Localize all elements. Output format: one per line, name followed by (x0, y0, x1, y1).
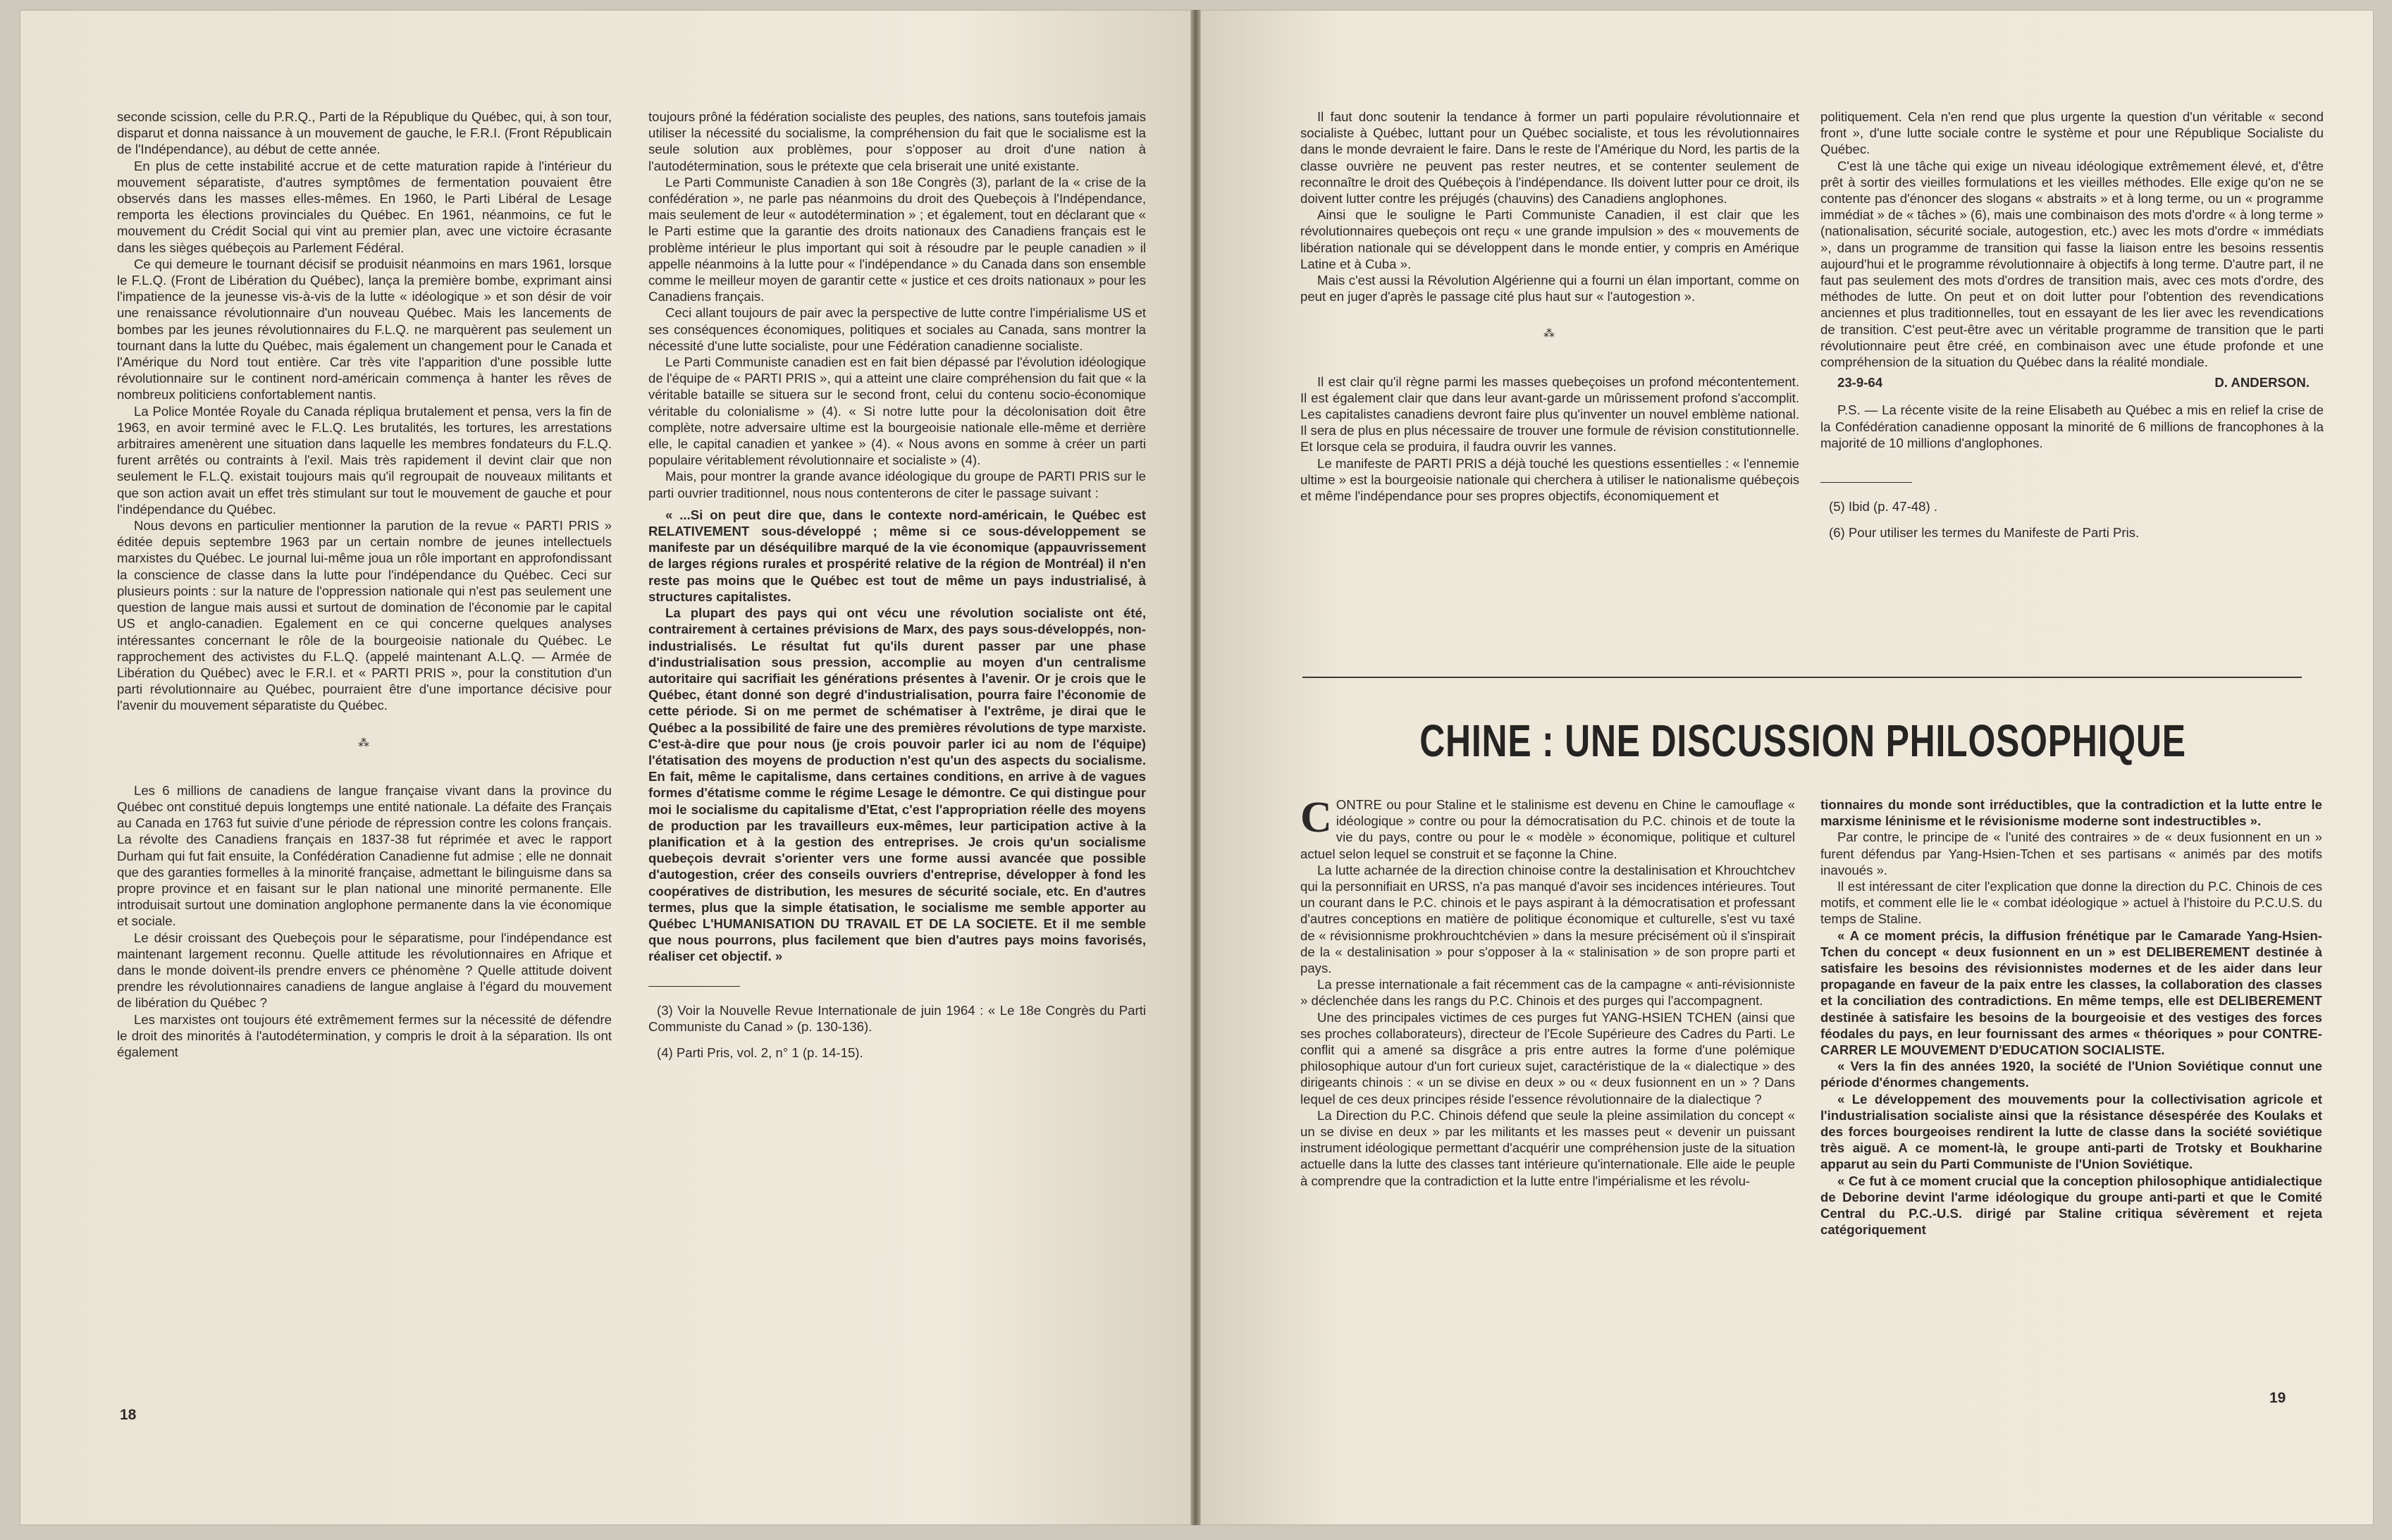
paragraph: Ce qui demeure le tournant décisif se produisit néanmoins en mars 1961, lorsque le F.L.Q. (Front de Libération du Québec), lança la première bombe, exprimant ainsi l'impatience de la jeunesse vis-à-vis de la lutte « idéologique » et son désir de voir une renaissance révolutionnaire d'un nouveau Québec. Mais les lancements de bombes par les jeunes révolutionnaires du F.L.Q. ne marquèrent pas seulement un tournant dans la lutte du Québec, mais également un changement pour le Canada et l'Amérique du Nord tout entière. Car très vite l'apparition d'une possible lutte révolutionnaire sur le continent nord-américain commença à hanter les rêves de nombreux politiciens confortablement nantis. (117, 256, 612, 402)
drop-cap: C (1300, 794, 1332, 842)
quote-paragraph: « Vers la fin des années 1920, la société de l'Union Soviétique connut une période d'énormes changements. (1820, 1059, 2322, 1090)
lead-text: ONTRE ou pour Staline et le stalinisme est devenu en Chine le camouflage « idéologique » contre ou pour la démocratisation du P.C. chinois et de toute la vie du pays, contre ou pour le « modèle » économique, politique et culturel actuel selon lequel se construit et se façonne la Chine. (1300, 797, 1795, 861)
paragraph: Nous devons en particulier mentionner la parution de la revue « PARTI PRIS » éditée depuis septembre 1963 par un certain nombre de jeunes intellectuels marxistes du Québec. Le journal lui-même joua un rôle important en approfondissant la conscience de classe dans la lutte pour l'indépendance du Québec. Ceci sur plusieurs points : sur la nature de l'oppression nationale qui n'est pas seulement une question de langue mais aussi et surtout de domination de l'économie par le capital US et anglo-canadien. Egalement en ce qui concerne quelques analyses intéressantes concernant le rôle de la bourgeoisie nationale du Québec. Le rapprochement des activistes du F.L.Q. (appelé maintenant A.L.Q. — Armée de Libération du Québec) avec le F.R.I. et « PARTI PRIS », pour la constitution d'un parti révolutionnaire au Québec, pourraient être d'une importance décisive pour l'avenir du mouvement séparatiste du Québec. (117, 518, 612, 713)
footnote-rule (1820, 482, 1912, 483)
article-date: 23-9-64 (1837, 375, 1883, 390)
paragraph: La lutte acharnée de la direction chinoise contre la destalinisation et Khrouchtchev qui la personnifiait en URSS, n'a pas manqué d'avoir ses incidences intérieures. Tout un courant dans le P.C. chinois et le pays aspirant à la démocratisation et professant d'autres conceptions en matière de politique économique et culturelle, s'est vu taxé de « révisionnisme prokhrouchtchévien » dans la mesure précisément où il s'inspirait de la « destalinisation » pour s'opposer à la « stalinisation » de son propre parti et pays. (1300, 862, 1795, 976)
quote-paragraph: « Le développement des mouvements pour la collectivisation agricole et l'industrialisation socialiste ainsi que la résistance désespérée des Koulaks et des forces bourgeoises rendirent la lutte de classe dans la société soviétique très aiguë. A ce moment-là, le groupe anti-parti de Trotsky et Boukharine apparut au sein du Parti Communiste de l'Union Soviétique. (1820, 1091, 2322, 1172)
quote-paragraph: « Ce fut à ce moment crucial que la conception philosophique antidialectique de Deborine devint l'arme idéologique du groupe anti-parti et que le Comité Central du P.C.-U.S. dirigé par Staline critiqua sévèrement et rejeta catégoriquement (1820, 1173, 2322, 1238)
paragraph: Le manifeste de PARTI PRIS a déjà touché les questions essentielles : « l'ennemie ultime » est la bourgeoisie nationale qui cherchera à utiliser le nationalisme québeçois et même l'indépendance pour ses propres objectifs, économiquement et (1300, 455, 1800, 504)
paragraph: toujours prôné la fédération socialiste des peuples, des nations, sans toutefois jamais utiliser la nécessité du socialisme, la compréhension du fait que le socialisme est la seule solution aux problèmes, pour s'opposer au droit d'une nation à l'autodétermination, sous le prétexte que cela briserait une unité existante. (648, 109, 1146, 173)
paragraph: Mais, pour montrer la grande avance idéologique du groupe de PARTI PRIS sur le parti ouvrier traditionnel, nous nous contenterons de citer le passage suivant : (648, 469, 1146, 500)
paragraph: Ceci allant toujours de pair avec la perspective de lutte contre l'impérialisme US et ses conséquences économiques, politiques et sociales au Canada, sans montrer la nécessité d'une lutte socialiste, pour une Fédération canadienne socialiste. (648, 305, 1146, 353)
paragraph: tionnaires du monde sont irréductibles, que la contradiction et la lutte entre le marxisme léninisme et le révisionisme moderne sont indestructibles ». (1820, 797, 2322, 829)
magazine-spread (20, 10, 2374, 1525)
paragraph: La presse internationale a fait récemment cas de la campagne « anti-révisionniste » déclenchée dans les rangs du P.C. Chinois et des purges qui l'accompagnent. (1300, 977, 1795, 1009)
article-title: CHINE : UNE DISCUSSION PHILOSOPHIQUE (1419, 715, 2186, 766)
paragraph: Il est clair qu'il règne parmi les masses quebeçoises un profond mécontentement. Il est également clair que dans leur avant-garde un mûrissement profond s'accomplit. Les capitalistes canadiens devront faire plus qu'inventer un nouvel emblème national. Il sera de plus en plus nécessaire de trouver une formule de révision constitutionnelle. Et lorsque cela se produira, il faudra ouvrir les vannes. (1300, 374, 1799, 455)
paragraph: seconde scission, celle du P.R.Q., Parti de la République du Québec, qui, à son tour, disparut et donna naissance à un mouvement de gauche, le F.R.I. (Front Républicain de l'Indépendance), au début de cette année. (117, 109, 612, 157)
paragraph: Il est intéressant de citer l'explication que donne la direction du P.C. Chinois de ces motifs, et comment elle lie le « combat idéologique » actuel à l'histoire du P.C.U.S. du temps de Staline. (1820, 879, 2322, 927)
paragraph: La Police Montée Royale du Canada répliqua brutalement et pensa, vers la fin de 1963, en avoir terminé avec le F.L.Q. Les brutalités, les tortures, les arrestations arbitraires amenèrent une situation dans laquelle les membres fondateurs du F.L.Q. furent arrêtés ou contraints à l'exil. Mais très rapidement il devint clair que non seulement le F.L.Q. existait toujours mais qu'il regroupait de nouveaux militants et que son action avait un effet très stimulant sur tout le mouvement de gauche et pour l'indépendance du Québec. (117, 403, 612, 517)
postscript: P.S. — La récente visite de la reine Elisabeth au Québec a mis en relief la crise de la Confédération canadienne opposant la minorité de 6 millions de francophones à la majorité de 10 millions d'anglophones. (1820, 402, 2324, 450)
right-page (1200, 10, 2374, 1525)
footnote: (5) Ibid (p. 47-48) . (1829, 499, 1937, 515)
paragraph: Mais c'est aussi la Révolution Algérienne qui a fourni un élan important, comme on peut en juger d'après le passage cité plus haut sur « l'autogestion ». (1300, 273, 1799, 304)
footnote: (4) Parti Pris, vol. 2, n° 1 (p. 14-15). (657, 1045, 863, 1060)
left-column-1 (117, 109, 612, 1060)
paragraph: Le Parti Communiste canadien est en fait bien dépassé par l'évolution idéologique de l'équipe de « PARTI PRIS », qui a atteint une claire compréhension du fait que « la véritable bataille se situera sur le second front, celui du contenu socio-économique véritable du colonialisme » (4). « Si notre lutte pour la décolonisation doit être complète, notre adversaire ultime est la bourgeoisie nationale elle-même et derrière elle, le capital canadien et yankee » (4). « Nous avons en somme à créer un parti populaire véritablement révolutionnaire et socialiste » (4). (648, 355, 1146, 468)
footnote-rule (648, 986, 740, 987)
page-number: 19 (2269, 1390, 2286, 1406)
paragraph: Les 6 millions de canadiens de langue française vivant dans la province du Québec ont constitué depuis longtemps une entité nationale. La défaite des Français au Canada en 1763 fut suivie d'une période de répression contre les colons français. La révolte des Canadiens français en 1837-38 fut réprimée et avec le rapport Durham qui fut fait ensuite, la Confédération Canadienne fut admise ; elle ne donnait que des garanties formelles à la minorité française, admettant le bilinguisme dans sa propre province et en faisant sur le plan national une minorité permanente. Elle introduisait surtout une domination anglophone permanente dans la vie économique et sociale. (117, 782, 612, 929)
paragraph: C'est là une tâche qui exige un niveau idéologique extrêmement élevé, et, d'être prêt à sortir des vieilles formulations et les vieilles méthodes. Elle exige qu'on ne se contente pas d'énoncer des slogans « abstraits » et à long terme, ou un « programme immédiat » de « tâches » (6), mais une combinaison des mots d'ordre « à long terme » (nationalisation, sécurité sociale, autogestion, etc.) avec les mots d'ordre « immédiats », dans un programme de transition qui fasse la liaison entre les besoins ressentis aujourd'hui et le programme révolutionnaire à objectifs à long terme. D'autre part, il ne faut pas seulement des mots d'ordres de transition mais, avec ces mots d'ordre, des méthodes de lutte. On peut et on doit lutter pour l'obtention des revendications anciennes et plus traditionnelles, tout en essayant de les lier avec les revendications de transition. C'est peut-être avec un véritable programme de transition que le parti révolutionnaire peut être créé, en combinaison avec une étude profonde et une compréhension de la situation du Québec dans la réalité mondiale. (1820, 158, 2324, 370)
paragraph: Le Parti Communiste Canadien à son 18e Congrès (3), parlant de la « crise de la confédération », ne parle pas néanmoins du droit des Quebeçois à l'Indépendance, mais seulement de leur « autodétermination » ; et également, tout en déclarant que « le Parti estime que la garantie des droits nationaux des Canadiens français est le problème intérieur le plus important qui soit à résoudre par le peuple canadien » il appelle néanmoins à la lutte pour « l'indépendance » du Canada dans son ensemble comme le meilleur moyen de garantir cette « justice et ces droits nationaux » pour les Canadiens français. (648, 174, 1146, 304)
paragraph: La Direction du P.C. Chinois défend que seule la pleine assimilation du concept « un se divise en deux » par les militants et les masses peut « devenir un puissant instrument idéologique permettant d'acquérir une compréhension juste de la situation actuelle dans la lutte des classes tant intérieure qu'internationale. Elle aide le peuple à comprendre que la contradiction et la lutte entre l'impérialisme et les révolu- (1300, 1107, 1795, 1188)
spine-gutter (1191, 10, 1200, 1525)
right-column-1 (1300, 109, 1799, 504)
section-divider (1302, 677, 2302, 678)
section-separator: ⁂ (358, 737, 371, 749)
left-page (20, 10, 1191, 1525)
article-column-2 (1820, 796, 2322, 1238)
paragraph: Les marxistes ont toujours été extrêmement fermes sur la nécessité de défendre le droit des minorités à l'autodétermination, y compris le droit à la séparation. Ils ont également (117, 1011, 612, 1059)
left-column-2 (648, 109, 1146, 1061)
paragraph: politiquement. Cela n'en rend que plus urgente la question d'un véritable « second front », d'une lutte sociale contre le système et pour une République Socialiste du Québec. (1820, 109, 2324, 157)
paragraph: Une des principales victimes de ces purges fut YANG-HSIEN TCHEN (ainsi que ses proches collaborateurs), directeur de l'Ecole Supérieure des Cadres du Parti. Le conflit qui a amené sa disgrâce a pris entre autres la forme d'une polémique philosophique autour d'un fort curieux sujet, caractéristique de la « dialectique » des dirigeants chinois : « un se divise en deux » ou « deux fusionnent en un » ? Dans lequel de ces deux principes réside l'essence révolutionnaire de la dialectique ? (1300, 1009, 1795, 1107)
paragraph: Le désir croissant des Quebeçois pour le séparatisme, pour l'indépendance est maintenant largement reconnu. Quelle attitude les révolutionnaires en Afrique et dans le monde doivent-ils prendre envers ce phénomène ? Quelle attitude doivent prendre les révolutionnaires canadiens de langue anglaise à l'égard du mouvement de libération du Québec ? (117, 930, 612, 1011)
paragraph: Il faut donc soutenir la tendance à former un parti populaire révolutionnaire et socialiste à Québec, luttant pour un Québec socialiste, et tous les révolutionnaires dans le monde devraient le faire. Dans le reste de l'Amérique du Nord, les partis de la classe ouvrière ne peuvent pas rester neutres, et se contenter seulement de reconnaître le droit des Québeçois à l'indépendance. Ils doivent lutter pour ce droit, ils doivent lutter contre les préjugés (chauvins) des Canadiens anglophones. (1300, 109, 1799, 207)
paragraph: En plus de cette instabilité accrue et de cette maturation rapide à l'intérieur du mouvement séparatiste, d'autres symptômes de fermentation pouvaient être observés dans les masses elles-mêmes. En 1960, le Parti Libéral de Lesage remporta les élections provinciales du Québec. En 1961, néanmoins, ce fut le mouvement du Crédit Social qui vint au premier plan, avec une victoire écrasante dans les sièges québeçois au Parlement Fédéral. (117, 158, 612, 255)
paragraph: Ainsi que le souligne le Parti Communiste Canadien, il est clair que les révolutionnaires quebeçois ont reçu « une grande impulsion » des « mouvements de libération nationale qui se développent dans le monde entier, y compris en Amérique Latine et à Cuba ». (1300, 207, 1799, 271)
footnote: (3) Voir la Nouvelle Revue Internationale de juin 1964 : « Le 18e Congrès du Parti Communiste du Canad » (p. 130-136). (648, 1002, 1146, 1034)
quote-paragraph: La plupart des pays qui ont vécu une révolution socialiste ont été, contrairement à certaines prévisions de Marx, des pays sous-développés, non-industrialisés. Le résultat fut qu'ils durent passer par une phase d'industrialisation sous pression, accomplie au moyen d'un centralisme autoritaire qui sacrifiait les générations présentes à l'avenir. Or je crois que le Québec, étant donné son degré d'industrialisation, pourra faire l'économie de cette période. Si on me permet de schématiser à l'extrême, je dirai que le Québec a la possibilité de faire une des premières révolutions de type marxiste. C'est-à-dire que pour nous (je crois pouvoir parler ici au nom de l'équipe) l'étatisation des moyens de production n'est qu'un des aspects du socialisme. En fait, même le capitalisme, dans certaines conditions, en arrive à de vagues formes d'étatisme comme le régime Lesage le démontre. Ce qui distingue pour moi le socialisme du capitalisme d'Etat, c'est l'appropriation réelle des moyens de production par les travailleurs eux-mêmes, leur participation active à la planification et à la gestion des entreprises. Je crois qu'un socialisme quebeçois devrait s'orienter vers une forme aussi avancée que possible d'autogestion, créer des conseils ouvriers d'entreprise, développer à fond les coopératives de distribution, les mesures de sécurité sociale, etc. En d'autres termes, plus que la simple étatisation, le socialisme me semble apporter au Québec L'HUMANISATION DU TRAVAIL ET DE LA SOCIETE. Et il me semble que nous pourrons, plus facilement que bien d'autres pays moins favorisés, réaliser cet objectif. » (648, 605, 1146, 964)
page-number: 18 (120, 1407, 137, 1423)
article-author: D. ANDERSON. (2214, 375, 2310, 390)
paragraph: Par contre, le principe de « l'unité des contraires » de « deux fusionnent en un » furent défendus par Yang-Hsien-Tchen et ses partisans « animés par des motifs inavoués ». (1820, 830, 2322, 877)
signature-line (1820, 374, 2324, 390)
section-separator: ⁂ (1543, 328, 1556, 340)
paragraph (1300, 796, 1795, 862)
article-column-1 (1300, 796, 1795, 1189)
quote-paragraph: « ...Si on peut dire que, dans le contexte nord-américain, le Québec est RELATIVEMENT sous-développé ; même si ce sous-développement se manifeste par un déséquilibre marqué de la vie économique (appauvrissement de larges régions rurales et prospérité relative de la région de Montréal) il n'en reste pas moins que le Québec est tout de même un pays industrialisé, à structures capitalistes. (648, 507, 1146, 604)
right-column-2 (1820, 109, 2324, 541)
quote-paragraph: « A ce moment précis, la diffusion frénétique par le Camarade Yang-Hsien-Tchen du concept « deux fusionnent en un » est DELIBEREMENT destinée à satisfaire les besoins des révisionnistes modernes et de les aider dans leur propagande en faveur de la paix entre les classes, la collaboration des classes et la conciliation des contradictions. En même temps, elle est DELIBEREMENT destinée à satisfaire les besoins de la bourgeoisie et des vestiges des forces féodales du pays, en leur fournissant des armes « théoriques » pour CONTRE-CARRER LE MOUVEMENT D'EDUCATION SOCIALISTE. (1820, 928, 2322, 1058)
footnote: (6) Pour utiliser les termes du Manifeste de Parti Pris. (1829, 525, 2140, 541)
